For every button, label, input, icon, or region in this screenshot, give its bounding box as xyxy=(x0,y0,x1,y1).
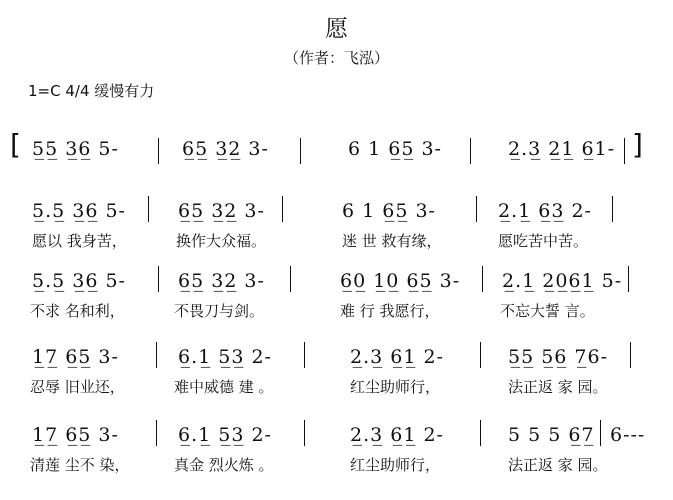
bar-line xyxy=(480,420,481,446)
bar-line xyxy=(304,420,305,446)
measure-notes: 6̲5̲ 3̲2̲ 3- xyxy=(182,138,269,160)
bar-line xyxy=(600,420,601,446)
measure-notes: 6̲.1̲ 5̲3̲ 2- xyxy=(178,424,272,446)
bar-line xyxy=(476,196,477,222)
measure-notes: 6--- xyxy=(610,424,646,446)
repeat-start-bracket: [ xyxy=(10,128,21,161)
bar-line xyxy=(624,138,625,164)
lyric-text: 迷 世 救有缘， xyxy=(342,232,442,250)
bar-line xyxy=(290,266,291,292)
measure-notes: 5̲.5̲ 3̲6̲ 5- xyxy=(32,270,126,292)
lyric-text: 难中威德 建 。 xyxy=(174,378,274,396)
measure-notes: 6 1 6̲5̲ 3- xyxy=(342,200,436,222)
bar-line xyxy=(158,138,159,164)
bar-line xyxy=(482,266,483,292)
bar-line xyxy=(148,196,149,222)
bar-line xyxy=(628,266,629,292)
measure-notes: 2̲.1̲ 2̲0̲6̲1̲ 5- xyxy=(502,270,623,292)
lyric-text: 换作大众福。 xyxy=(176,232,267,250)
lyric-text: 红尘助师行， xyxy=(350,456,441,474)
bar-line xyxy=(630,342,631,368)
measure-notes: 1̲7̲ 6̲5̲ 3- xyxy=(32,346,119,368)
lyric-text: 红尘助师行， xyxy=(350,378,441,396)
measure-notes: 5̲.5̲ 3̲6̲ 5- xyxy=(32,200,126,222)
measure-notes: 6̲0̲ 1̲0̲ 6̲5̲ 3- xyxy=(340,270,461,292)
bar-line xyxy=(156,342,157,368)
lyric-text: 清莲 尘不 染， xyxy=(30,456,130,474)
measure-notes: 2̲.1̲ 6̲3̲ 2- xyxy=(498,200,592,222)
song-author: （作者：飞泓） xyxy=(283,49,389,67)
measure-notes: 2̲.3̲ 6̲1̲ 2- xyxy=(350,346,444,368)
repeat-end-bracket: ] xyxy=(632,128,643,161)
measure-notes: 1̲7̲ 6̲5̲ 3- xyxy=(32,424,119,446)
lyric-text: 真金 烈火炼 。 xyxy=(174,456,274,474)
bar-line xyxy=(158,266,159,292)
lyric-text: 难 行 我愿行， xyxy=(340,302,440,320)
bar-line xyxy=(282,196,283,222)
measure-notes: 6 1 6̲5̲ 3- xyxy=(348,138,442,160)
measure-notes: 2̲.3̲ 2̲1̲ 6̲1- xyxy=(508,138,616,160)
bar-line xyxy=(304,342,305,368)
measure-notes: 2̲.3̲ 6̲1̲ 2- xyxy=(350,424,444,446)
measure-notes: 5 5 5 6̲7̲ xyxy=(508,424,595,446)
measure-notes: 5̲5̲ 5̲6̲ 7̲6- xyxy=(508,346,609,368)
lyric-text: 不畏刀与剑。 xyxy=(174,302,265,320)
key-signature: 1=C 4/4 缓慢有力 xyxy=(28,82,155,100)
lyric-text: 愿吃苦中苦。 xyxy=(498,232,589,250)
bar-line xyxy=(480,342,481,368)
bar-line xyxy=(470,138,471,164)
lyric-text: 愿以 我身苦， xyxy=(32,232,127,250)
measure-notes: 6̲5̲ 3̲2̲ 3- xyxy=(178,200,265,222)
lyric-text: 忍辱 旧业还， xyxy=(30,378,125,396)
lyric-text: 法正返 家 园。 xyxy=(508,456,608,474)
bar-line xyxy=(300,138,301,164)
measure-notes: 6̲.1̲ 5̲3̲ 2- xyxy=(178,346,272,368)
measure-notes: 6̲5̲ 3̲2̲ 3- xyxy=(178,270,265,292)
lyric-text: 法正返 家 园。 xyxy=(508,378,608,396)
measure-notes: 5̲5̲ 3̲6̲ 5- xyxy=(32,138,119,160)
bar-line xyxy=(612,196,613,222)
lyric-text: 不忘大誓 言。 xyxy=(500,302,595,320)
bar-line xyxy=(156,420,157,446)
lyric-text: 不求 名和利， xyxy=(30,302,125,320)
song-title: 愿 xyxy=(325,16,348,42)
